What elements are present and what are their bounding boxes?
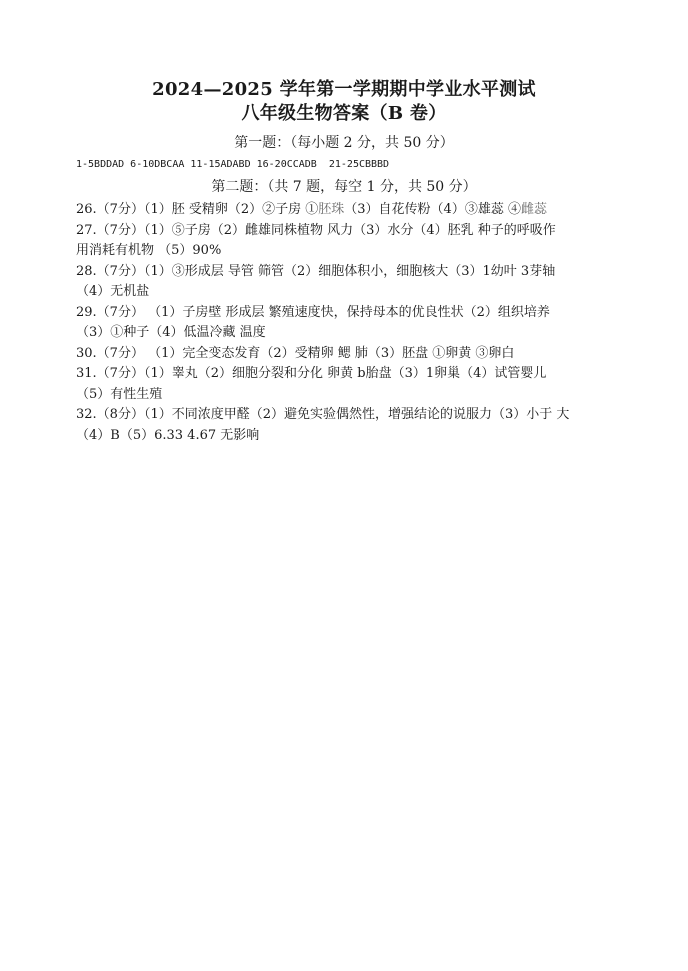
section-1-answers: 1-5BDDAD 6-10DBCAA 11-15ADABD 16-20CCADB 21-25CBBBD — [76, 159, 390, 170]
section-2-heading: 第二题：（共 7 题，每空 1 分，共 50 分） — [211, 179, 477, 195]
document-title: 2024—2025 学年第一学期期中学业水平测试 — [152, 79, 536, 100]
answer-line-q28-2: （4）无机盐 — [76, 284, 150, 299]
answer-line-q27-2: 用消耗有机物 （5）90% — [76, 243, 222, 258]
answer-line-q26 — [76, 200, 616, 221]
answer-line-q32-2: （4）B（5）6.33 4.67 无影响 — [76, 427, 260, 443]
answer-line-q32-1: 32.（8分）（1）不同浓度甲醛（2）避免实验偶然性，增强结论的说服力（3）小于 大 — [76, 407, 570, 422]
answer-line-q27-1: 27.（7分）（1）⑤子房（2）雌雄同株植物 风力（3）水分（4）胚乳 种子的呼吸作 — [76, 222, 556, 238]
answer-line-q28-1: 28.（7分）（1）③形成层 导管 筛管（2）细胞体积小，细胞核大（3）1幼叶 3芽轴 — [76, 263, 556, 279]
answer-line-q29-1: 29.（7分） （1）子房壁 形成层 繁殖速度快，保持母本的优良性状（2）组织培养 — [76, 304, 550, 320]
section-1-heading: 第一题：（每小题 2 分，共 50 分） — [234, 135, 454, 151]
answer-line-q31-2: （5）有性生殖 — [76, 386, 163, 402]
q26-text-mid: （3）自花传粉（4）③雄蕊 ④ — [344, 202, 521, 217]
answer-line-q31-1: 31.（7分）（1）睾丸（2）细胞分裂和分化 卵黄 b胎盘（3）1卵巢（4）试管婴儿 — [76, 366, 547, 381]
document-subtitle: 八年级生物答案（B 卷） — [241, 103, 447, 124]
answer-line-q30-1: 30.（7分） （1）完全变态发育（2）受精卵 鳃 肺（3）胚盘 ①卵黄 ③卵白 — [76, 345, 515, 361]
q26-text-ovule: 胚珠 — [318, 202, 345, 217]
q26-text-pistil: 雌蕊 — [520, 202, 547, 217]
q26-text-main: 26.（7分）（1）胚 受精卵（2）②子房 ① — [76, 202, 319, 217]
section-2-answers — [76, 200, 616, 446]
answer-line-q29-2: （3）①种子（4）低温冷藏 温度 — [76, 325, 266, 340]
